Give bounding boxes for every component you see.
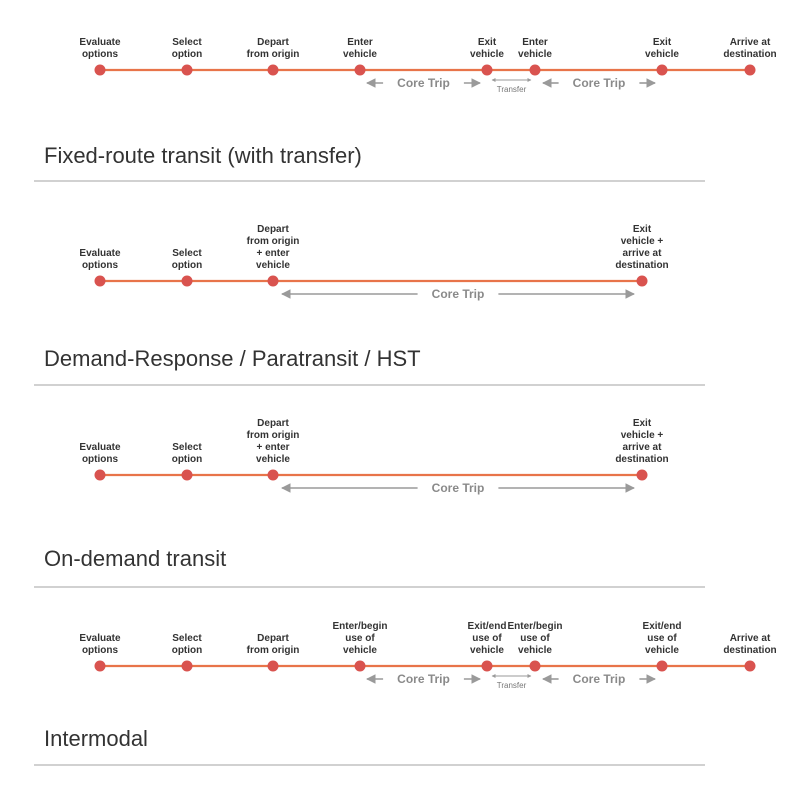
stop-label-line: Depart: [257, 633, 289, 644]
stop-dot: [182, 65, 193, 76]
stop-label: [79, 248, 121, 271]
stop-label-line: destination: [723, 49, 777, 60]
stop-dot: [95, 65, 106, 76]
stop-label: [518, 37, 552, 60]
stop-dot: [530, 65, 541, 76]
core-trip-label: Core Trip: [397, 76, 450, 90]
stop-label: [643, 621, 682, 656]
stop-dot: [182, 661, 193, 672]
stop-dot: [657, 65, 668, 76]
stop-label-line: vehicle: [645, 49, 679, 60]
stop-dot: [182, 276, 193, 287]
stop-label-line: vehicle +: [620, 430, 664, 441]
stop-label: [723, 633, 776, 656]
stop-label-line: Select: [172, 37, 202, 48]
stop-label-line: + enter: [256, 442, 290, 453]
stop-label-line: vehicle: [518, 645, 552, 656]
stop-label-line: Exit: [477, 37, 497, 48]
stop-label-line: vehicle: [518, 49, 552, 60]
transfer-label: Transfer: [496, 681, 527, 690]
stop-label-line: vehicle: [256, 454, 290, 465]
stop-label-line: Select: [172, 442, 202, 453]
stop-label-line: Evaluate: [79, 37, 121, 48]
stop-label-line: destination: [723, 645, 777, 656]
stop-label: [172, 633, 203, 656]
stop-dot: [268, 470, 279, 481]
stop-label-line: Enter/begin: [507, 621, 563, 632]
stop-dot: [95, 276, 106, 287]
stop-dot: [637, 276, 648, 287]
stop-label-line: Arrive at: [729, 37, 771, 48]
stop-label-line: Select: [172, 633, 202, 644]
stop-label: [172, 248, 203, 271]
stop-label: [615, 418, 668, 465]
stop-label-line: destination: [615, 260, 669, 271]
stop-label: [247, 418, 300, 465]
stop-label-line: from origin: [246, 49, 300, 60]
section-4: [34, 621, 777, 765]
stop-label: [723, 37, 776, 60]
stop-dot: [657, 661, 668, 672]
stop-label-line: + enter: [256, 248, 290, 259]
section-title: Fixed-route transit (with transfer): [44, 143, 362, 168]
stop-label: [172, 442, 203, 465]
stop-label: [470, 37, 504, 60]
stop-label: [468, 621, 507, 656]
stop-label-line: vehicle: [343, 645, 377, 656]
stop-label-line: Evaluate: [79, 248, 121, 259]
stop-label-line: options: [81, 454, 119, 465]
stop-label: [247, 37, 300, 60]
stop-dot: [637, 470, 648, 481]
transfer-label: Transfer: [496, 85, 527, 94]
stop-label-line: use of: [472, 633, 502, 644]
stop-label-line: use of: [647, 633, 677, 644]
stop-label-line: Exit: [652, 37, 672, 48]
section-1: [34, 37, 777, 181]
stop-label: [79, 37, 121, 60]
stop-label: [507, 621, 562, 656]
stop-label-line: Exit/end: [642, 621, 682, 632]
stop-label-line: Select: [172, 248, 202, 259]
stop-label-line: arrive at: [622, 442, 662, 453]
stop-dot: [268, 276, 279, 287]
stop-label-line: Enter: [347, 37, 373, 48]
stop-dot: [355, 65, 366, 76]
stop-label: [343, 37, 377, 60]
stop-label-line: Exit/end: [467, 621, 507, 632]
stop-dot: [745, 661, 756, 672]
stop-label-line: option: [171, 454, 203, 465]
stop-label: [172, 37, 203, 60]
stop-label: [645, 37, 679, 60]
section-title: On-demand transit: [44, 546, 227, 571]
stop-label-line: option: [171, 49, 203, 60]
stop-label-line: vehicle: [470, 645, 504, 656]
section-title: Intermodal: [44, 726, 148, 751]
stop-label-line: Depart: [257, 37, 289, 48]
stop-label-line: Enter/begin: [332, 621, 388, 632]
stop-label: [247, 224, 300, 271]
stop-dot: [182, 470, 193, 481]
stop-label: [79, 442, 121, 465]
stop-label-line: Enter: [522, 37, 548, 48]
stop-label-line: Evaluate: [79, 442, 121, 453]
stop-label-line: Depart: [257, 418, 289, 429]
stop-label-line: Depart: [257, 224, 289, 235]
stop-label-line: options: [81, 49, 119, 60]
stop-label-line: options: [81, 645, 119, 656]
stop-label-line: vehicle: [343, 49, 377, 60]
stop-label: [247, 633, 300, 656]
stop-label-line: Exit: [632, 224, 652, 235]
stop-label-line: options: [81, 260, 119, 271]
stop-label-line: Arrive at: [729, 633, 771, 644]
core-trip-label: Core Trip: [397, 672, 450, 686]
stop-label-line: from origin: [246, 430, 300, 441]
stop-dot: [482, 65, 493, 76]
stop-label-line: Evaluate: [79, 633, 121, 644]
stop-label-line: destination: [615, 454, 669, 465]
stop-label: [79, 633, 121, 656]
section-2: [34, 224, 705, 385]
stop-label-line: Exit: [632, 418, 652, 429]
stop-dot: [745, 65, 756, 76]
stop-dot: [268, 661, 279, 672]
core-trip-label: Core Trip: [431, 287, 485, 301]
stop-label-line: vehicle +: [620, 236, 664, 247]
section-3: [34, 418, 705, 587]
stop-label-line: from origin: [246, 236, 300, 247]
section-title: Demand-Response / Paratransit / HST: [44, 346, 421, 371]
stop-dot: [530, 661, 541, 672]
stop-dot: [95, 661, 106, 672]
stop-label-line: vehicle: [256, 260, 290, 271]
stop-dot: [482, 661, 493, 672]
stop-dot: [355, 661, 366, 672]
core-trip-label: Core Trip: [572, 672, 626, 686]
core-trip-label: Core Trip: [431, 481, 485, 495]
stop-label: [615, 224, 668, 271]
stop-label-line: option: [171, 645, 203, 656]
stop-label-line: from origin: [246, 645, 300, 656]
stop-label-line: option: [171, 260, 203, 271]
stop-dot: [95, 470, 106, 481]
stop-label-line: use of: [520, 633, 550, 644]
stop-label-line: arrive at: [622, 248, 662, 259]
stop-label: [332, 621, 387, 656]
stop-dot: [268, 65, 279, 76]
stop-label-line: use of: [345, 633, 375, 644]
core-trip-label: Core Trip: [572, 76, 626, 90]
stop-label-line: vehicle: [470, 49, 504, 60]
stop-label-line: vehicle: [645, 645, 679, 656]
